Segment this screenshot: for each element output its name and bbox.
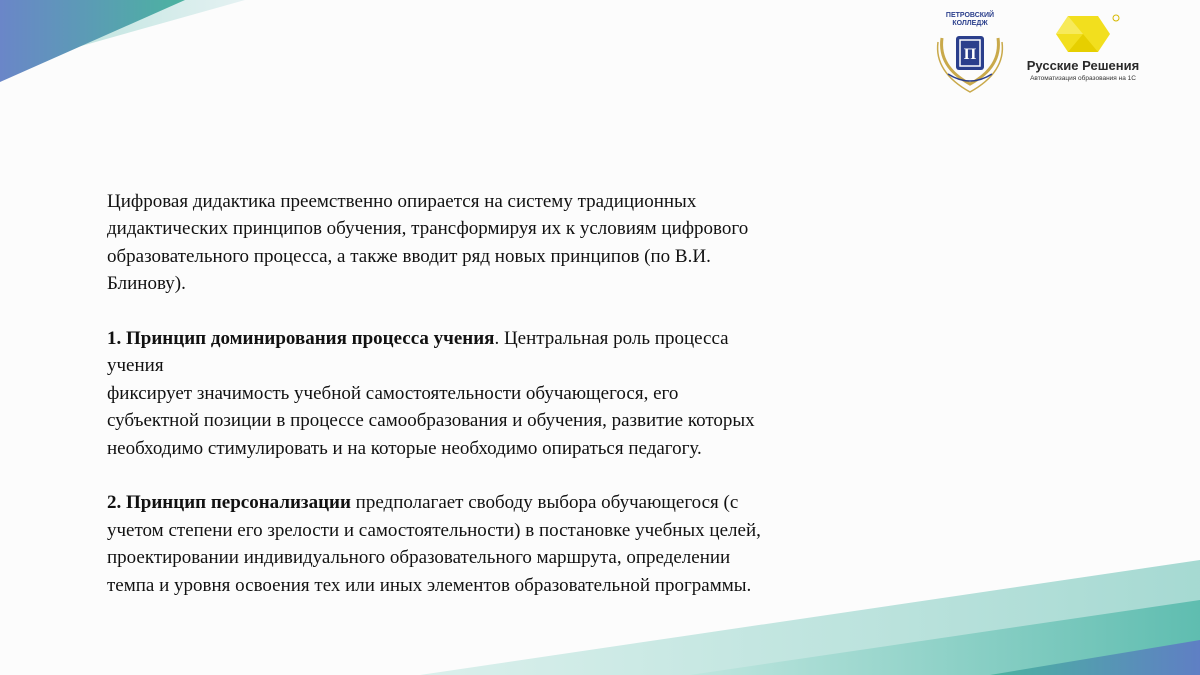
petrovsky-college-logo	[920, 12, 1020, 102]
principle-1-line-3: субъектной позиции в процессе самообразования и обучения, развитие которых	[107, 410, 755, 432]
top-left-dark-triangle	[0, 0, 185, 82]
principle-1-heading-line	[107, 325, 897, 352]
principle-2-title-tail: предполагает свободу выбора обучающегося (с	[350, 492, 739, 514]
logo-area	[920, 12, 1180, 102]
brand-name: Русские Решения	[1026, 58, 1140, 73]
principle-2-line-3: темпа и уровня освоения тех или иных элементов образовательной программы.	[107, 574, 752, 596]
intro-line-2: дидактических принципов обучения, трансформируя их к условиям цифрового	[107, 218, 749, 240]
russkie-resheniya-logo	[1018, 12, 1148, 102]
principle-1-line-1: учения	[107, 355, 164, 377]
principle-1-title: 1. Принцип доминирования процесса учения	[107, 328, 495, 350]
svg-text:П: П	[963, 46, 977, 63]
brand-hexagon-icon	[1018, 12, 1148, 58]
college-name-line1: ПЕТРОВСКИЙ	[945, 12, 995, 19]
brand-tagline: Автоматизация образования на 1С	[1030, 75, 1136, 82]
principle-2-heading-line	[107, 489, 897, 516]
principle-1-line-2: фиксирует значимость учебной самостоятельности обучающегося, его	[107, 382, 679, 404]
principle-1-line-4: необходимо стимулировать и на которые необходимо опираться педагогу.	[107, 437, 702, 459]
principle-2-line-2: проектировании индивидуального образовательного маршрута, определении	[107, 547, 731, 569]
principle-1-title-tail: . Центральная роль процесса	[494, 328, 729, 350]
intro-line-3: образовательного процесса, а также вводит ряд новых принципов (по В.И.	[107, 245, 711, 267]
principle-2-title: 2. Принцип персонализации	[107, 492, 351, 514]
college-name-line2: КОЛЛЕДЖ	[952, 20, 988, 27]
intro-line-4: Блинову).	[107, 273, 186, 295]
slide-body-text	[107, 188, 897, 599]
intro-line-1: Цифровая дидактика преемственно опирается на систему традиционных	[107, 191, 697, 212]
principle-2-line-1: учетом степени его зрелости и самостоятельности) в постановке учебных целей,	[107, 519, 761, 541]
college-emblem-icon	[920, 12, 1020, 102]
